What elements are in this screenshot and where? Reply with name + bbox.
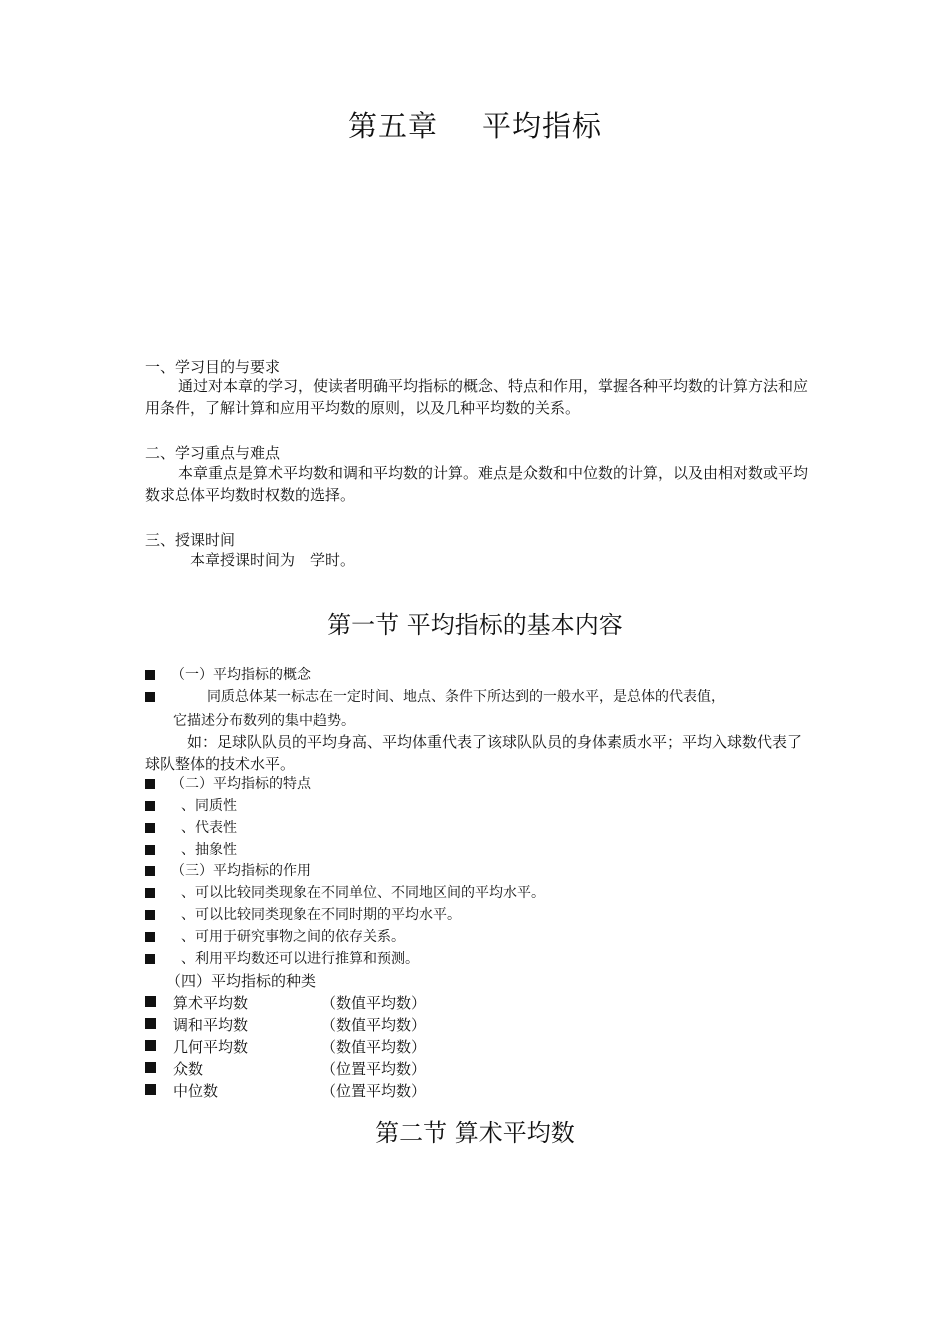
concept-heading-row [145, 665, 311, 685]
role-item-text: 、利用平均数还可以进行推算和预测。 [181, 951, 419, 967]
bullet-square-icon [145, 845, 155, 855]
bullet-square-icon [145, 1062, 156, 1073]
bullet-square-icon [145, 1040, 156, 1051]
key-points-text: 本章重点是算术平均数和调和平均数的计算。难点是众数和中位数的计算，以及由相对数或平均数求总体平均数时权数的选择。 [145, 464, 809, 504]
schedule-text: 本章授课时间为 学时。 [190, 551, 356, 569]
objectives-heading: 一、学习目的与要求 [145, 358, 281, 376]
kind-name: 算术平均数 [173, 994, 249, 1012]
kind-type: （数值平均数） [321, 994, 427, 1012]
objectives-text: 通过对本章的学习，使读者明确平均指标的概念、特点和作用，掌握各种平均数的计算方法和应用条件，了解计算和应用平均数的原则，以及几种平均数的关系。 [145, 377, 809, 417]
kind-item [145, 992, 427, 1012]
section2-title: 第二节 算术平均数 [375, 1119, 575, 1147]
role-item-text: 、可以比较同类现象在不同时期的平均水平。 [181, 907, 461, 923]
feature-item [145, 840, 237, 860]
bullet-square-icon [145, 692, 155, 702]
kind-item [145, 1014, 427, 1034]
bullet-square-icon [145, 1084, 156, 1095]
chapter-name: 平均指标 [482, 109, 603, 143]
kind-type: （数值平均数） [321, 1038, 427, 1056]
role-item [145, 883, 545, 903]
feature-item-text: 、同质性 [181, 798, 237, 814]
bullet-square-icon [145, 823, 155, 833]
role-item [145, 927, 405, 947]
bullet-square-icon [145, 932, 155, 942]
concept-definition-row [145, 687, 725, 707]
role-item-text: 、可用于研究事物之间的依存关系。 [181, 929, 405, 945]
bullet-square-icon [145, 954, 155, 964]
role-item-text: 、可以比较同类现象在不同单位、不同地区间的平均水平。 [181, 885, 545, 901]
roles-heading-row [145, 861, 311, 881]
features-heading: （二）平均指标的特点 [171, 776, 311, 792]
feature-item [145, 818, 237, 838]
feature-item [145, 796, 237, 816]
schedule-heading: 三、授课时间 [145, 531, 236, 549]
kind-type: （数值平均数） [321, 1016, 427, 1034]
bullet-square-icon [145, 996, 156, 1007]
kind-item [145, 1058, 427, 1078]
section1-title: 第一节 平均指标的基本内容 [327, 611, 623, 639]
bullet-square-icon [145, 670, 155, 680]
concept-heading: （一）平均指标的概念 [171, 667, 311, 683]
chapter-number: 第五章 [347, 109, 438, 143]
bullet-square-icon [145, 801, 155, 811]
key-points-heading: 二、学习重点与难点 [145, 444, 281, 462]
kind-type: （位置平均数） [321, 1060, 427, 1078]
role-item [145, 905, 461, 925]
roles-heading: （三）平均指标的作用 [171, 863, 311, 879]
kind-item [145, 1080, 427, 1100]
bullet-square-icon [145, 866, 155, 876]
kind-name: 中位数 [173, 1082, 219, 1100]
bullet-square-icon [145, 888, 155, 898]
concept-definition-line2: 它描述分布数列的集中趋势。 [173, 713, 355, 729]
kind-name: 众数 [173, 1060, 204, 1078]
bullet-square-icon [145, 1018, 156, 1029]
kinds-heading: （四）平均指标的种类 [166, 972, 317, 990]
feature-item-text: 、抽象性 [181, 842, 237, 858]
role-item [145, 949, 419, 969]
kind-name: 调和平均数 [173, 1016, 249, 1034]
bullet-square-icon [145, 910, 155, 920]
kind-item [145, 1036, 427, 1056]
features-heading-row [145, 774, 311, 794]
concept-example: 如：足球队队员的平均身高、平均体重代表了该球队队员的身体素质水平；平均入球数代表了球队整体的技术水平。 [145, 733, 803, 773]
kind-type: （位置平均数） [321, 1082, 427, 1100]
kind-name: 几何平均数 [173, 1038, 249, 1056]
chapter-title [0, 104, 950, 145]
feature-item-text: 、代表性 [181, 820, 237, 836]
bullet-square-icon [145, 779, 155, 789]
concept-definition-line1: 同质总体某一标志在一定时间、地点、条件下所达到的一般水平，是总体的代表值， [207, 689, 725, 705]
